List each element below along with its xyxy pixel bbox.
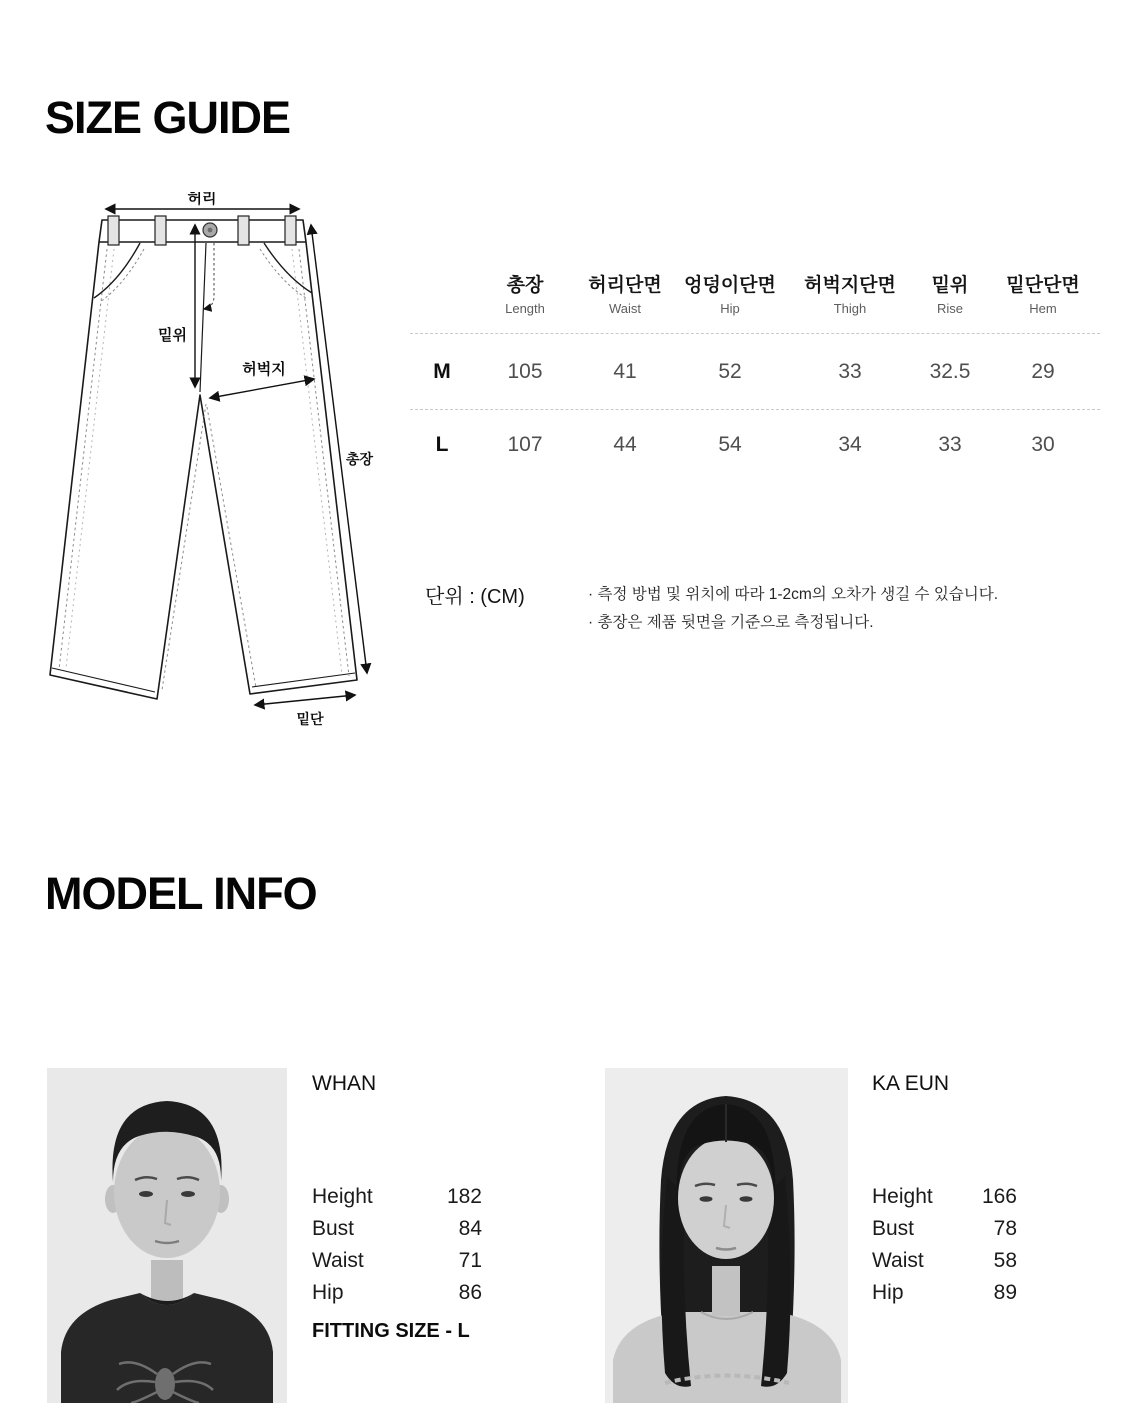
measurement-notes [588, 581, 998, 637]
model-name: WHAN [312, 1072, 377, 1095]
col-rise: 밑위 Rise [931, 275, 969, 316]
col-length: 총장 Length [505, 275, 545, 316]
col-hip: 엉덩이단면 Hip [684, 275, 776, 316]
stat-row: Bust 84 [312, 1217, 482, 1240]
rise-diagram-label: 밑위 [158, 327, 187, 344]
size-label: L [435, 433, 449, 456]
model-info-title: MODEL INFO [45, 868, 317, 919]
stat-row: Waist 58 [872, 1249, 1017, 1272]
thigh-diagram-label: 허벅지 [242, 361, 286, 378]
col-thigh: 허벅지단면 Thigh [804, 275, 896, 316]
length-diagram-label: 총장 [346, 451, 374, 467]
whan-photo [47, 1068, 287, 1403]
waist-diagram-label: 허리 [187, 192, 217, 207]
model-name: KA EUN [872, 1072, 950, 1095]
col-hem: 밑단단면 Hem [1006, 275, 1080, 316]
fitting-size: FITTING SIZE - L [312, 1320, 470, 1342]
model-stats [312, 1181, 482, 1309]
stat-row: Hip 89 [872, 1281, 1017, 1304]
hem-arrow [255, 695, 355, 705]
size-guide-title: SIZE GUIDE [45, 92, 291, 143]
stat-row: Waist 71 [312, 1249, 482, 1272]
kaeun-photo [605, 1068, 848, 1403]
unit-label: 단위 : (CM) [425, 586, 525, 608]
model-stats [872, 1181, 1017, 1309]
col-waist: 허리단면 Waist [588, 275, 662, 316]
size-row-m: M 105 41 52 33 32.5 29 [410, 333, 1100, 409]
size-table-header [410, 258, 1100, 333]
size-row-l: L 107 44 54 34 33 30 [410, 409, 1100, 480]
pants-measurement-diagram [40, 192, 400, 737]
stat-row: Hip 86 [312, 1281, 482, 1304]
size-table [410, 258, 1100, 480]
note-line: · 측정 방법 및 위치에 따라 1-2cm의 오차가 생길 수 있습니다. [588, 586, 999, 603]
stat-row: Bust 78 [872, 1217, 1017, 1240]
pants-diagram-svg [40, 192, 400, 737]
note-line: · 총장은 제품 뒷면을 기준으로 측정됩니다. [588, 614, 874, 631]
hem-diagram-label: 밑단 [296, 711, 324, 727]
stat-row: Height 166 [872, 1185, 1017, 1208]
size-label: M [433, 359, 451, 383]
stat-row: Height 182 [312, 1185, 482, 1208]
